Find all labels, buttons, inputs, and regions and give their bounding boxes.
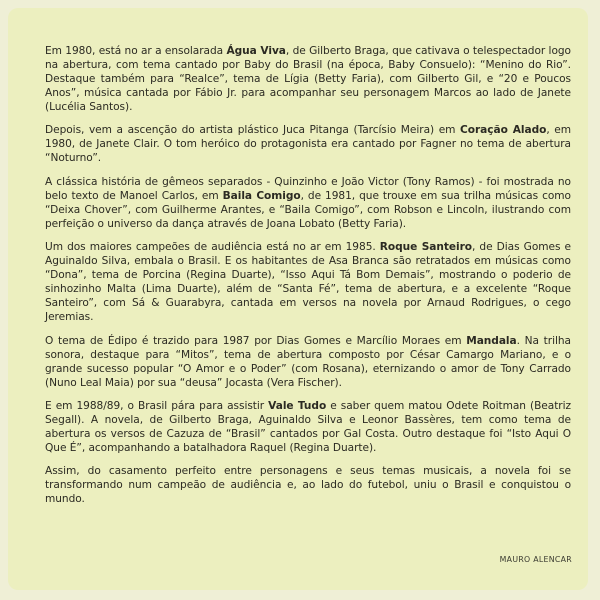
telenovela-title: Baila Comigo: [222, 189, 301, 202]
paragraph-6: [45, 399, 571, 455]
paragraph-text: A clássica história de gêmeos separados - Quinzinho e João Victor (Tony Ramos) - foi mostrada no belo texto de Manoel Carlos, em: [45, 175, 571, 202]
paragraph-text: O tema de Édipo é trazido para 1987 por Dias Gomes e Marcílio Moraes em: [45, 334, 467, 347]
telenovela-title: Água Viva: [226, 45, 286, 57]
paragraph-text: , de 1981, que trouxe em sua trilha músicas como “Deixa Chover”, com Guilherme Arantes, e “Baila Comigo”, com Robson e Lincoln, ilustrando com perfeição o universo da dança através de Joana Lobato (Betty Faria).: [45, 189, 571, 230]
paragraph-text: Um dos maiores campeões de audiência está no ar em 1985.: [45, 241, 380, 254]
paragraph-text: , de Dias Gomes e Aguinaldo Silva, embala o Brasil. E os habitantes de Asa Branca são retratados em músicas como “Dona”, tema de Porcina (Regina Duarte), “Isso Aqui Tá Bom Demais”, mostrando o poderio de sinhozinho Malta (Lima Duarte), além de “Santa Fé”, tema de abertura, e a excelente “Roque Santeiro”, com Sá & Guarabyra, cantada em versos na novela por Arnaud Rodrigues, o cego Jeremias.: [45, 241, 572, 324]
telenovela-title: Coração Alado: [460, 124, 547, 137]
paragraph-text: , de Gilberto Braga, que cativava o telespectador logo na abertura, com tema cantado por Baby do Brasil (na época, Baby Consuelo): “Menino do Rio”. Destaque também para “Realce”, tema de Lígia (Betty Faria), com Gilberto Gil, e “20 e Poucos Anos”, música cantada por Fábio Jr. para acompanhar seu personagem Marcos ao lado de Janete (Lucélia Santos).: [45, 45, 571, 113]
telenovela-title: Vale Tudo: [268, 399, 327, 412]
paragraph-3: [45, 175, 571, 231]
paragraph-4: [45, 240, 571, 324]
paragraph-text: , em 1980, de Janete Clair. O tom heróico do protagonista era cantado por Fagner no tema de abertura “Noturno”.: [45, 124, 572, 165]
paragraph-1: [45, 44, 571, 114]
paragraph-text: e saber quem matou Odete Roitman (Beatriz Segall). A novela, de Gilberto Braga, Aguinaldo Silva e Leonor Bassères, tem como tema de abertura os versos de Cazuza de “Brasil” cantados por Gal Costa. Outro destaque foi “Isto Aqui O Que É”, acompanhando a batalhadora Raquel (Regina Duarte).: [45, 399, 572, 454]
paragraph-7: [45, 464, 571, 506]
author-signature: MAURO ALENCAR: [499, 555, 572, 564]
article-body: [45, 44, 571, 516]
paragraph-text: E em 1988/89, o Brasil pára para assistir: [45, 399, 269, 412]
paragraph-text: Depois, vem a ascenção do artista plástico Juca Pitanga (Tarcísio Meira) em: [45, 124, 461, 137]
paragraph-5: [45, 334, 571, 390]
telenovela-title: Mandala: [466, 334, 517, 347]
paragraph-text: Assim, do casamento perfeito entre personagens e seus temas musicais, a novela foi se transformando num campeão de audiência e, ao lado do futebol, uniu o Brasil e conquistou o mundo.: [45, 465, 571, 506]
paragraph-2: [45, 123, 571, 165]
booklet-page: [8, 8, 588, 590]
telenovela-title: Roque Santeiro: [379, 241, 473, 254]
paragraph-text: . Na trilha sonora, destaque para “Mitos”, tema de abertura composto por César Camargo Mariano, e o grande sucesso popular “O Amor e o Poder” (com Rosana), eternizando o amor de Tony Carrado (Nuno Leal Maia) por sua “deusa” Jocasta (Vera Fischer).: [45, 334, 571, 389]
paragraph-text: Em 1980, está no ar a ensolarada: [45, 45, 227, 57]
